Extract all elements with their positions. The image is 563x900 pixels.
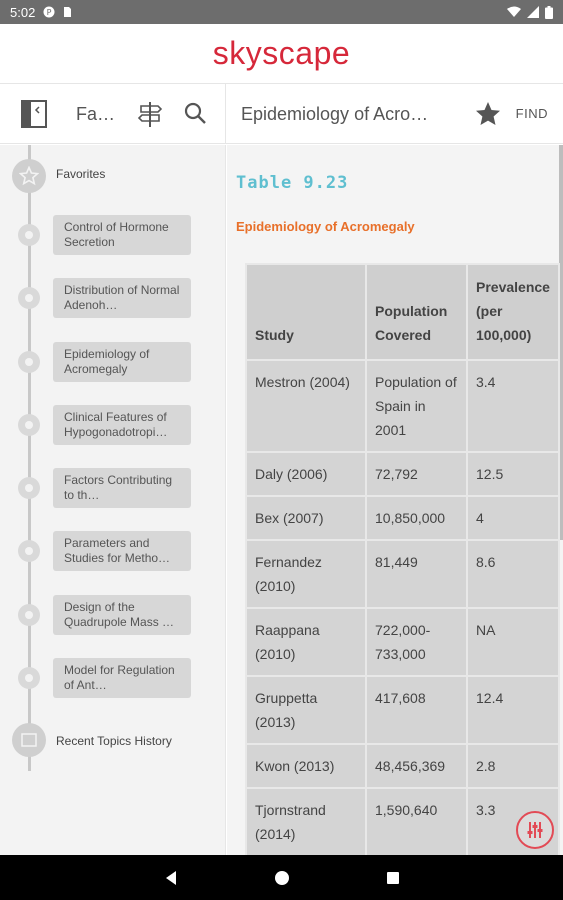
timeline-node [18,477,40,499]
table-number: Table 9.23 [236,173,349,193]
timeline-node [18,667,40,689]
table-row [246,608,559,676]
topic-item[interactable]: Control of Hormone Secretion [53,215,191,255]
skyscape-logo: skyscape [212,35,351,71]
topic-title: Epidemiology of Acro… [241,104,429,124]
table-cell: 417,608 [366,676,467,744]
app-header [0,24,563,84]
timeline-node [18,224,40,246]
table-row [246,360,559,452]
timeline-node [18,414,40,436]
table-cell: 72,792 [366,452,467,496]
table-cell: Bex (2007) [246,496,366,540]
table-row [246,744,559,788]
table-row [246,788,559,855]
status-time: 5:02 [10,4,36,20]
table-cell: NA [467,608,559,676]
history-icon [20,731,38,749]
wifi-icon [507,6,521,18]
table-cell: Gruppetta (2013) [246,676,366,744]
table-cell: Raappana (2010) [246,608,366,676]
table-cell: 48,456,369 [366,744,467,788]
topic-item[interactable]: Factors Contributing to th… [53,468,191,508]
status-bar [0,0,563,24]
table-cell: 8.6 [467,540,559,608]
svg-text:P: P [46,8,52,17]
topic-item[interactable]: Clinical Features of Hypogonadotropi… [53,405,191,445]
home-icon[interactable] [274,870,290,886]
table-cell: Mestron (2004) [246,360,366,452]
column-header: Study [246,264,366,360]
table-cell: 2.8 [467,744,559,788]
table-row [246,676,559,744]
recent-history-node[interactable] [12,723,46,757]
timeline-node [18,287,40,309]
signpost-icon[interactable] [136,100,164,128]
timeline-node [18,604,40,626]
table-cell: 10,850,000 [366,496,467,540]
topic-item[interactable]: Model for Regulation of Ant… [53,658,191,698]
tools-icon [524,819,546,841]
column-header: Prevalence (per 100,000) [467,264,559,360]
sidebar-toolbar [0,84,226,144]
favorites-star-icon [19,166,39,186]
column-header: Population Covered [366,264,467,360]
find-button[interactable]: FIND [515,106,548,121]
favorites-label[interactable]: Favorites [56,167,106,181]
notification-icon [43,6,55,18]
table-cell: Fernandez (2010) [246,540,366,608]
content-panel [227,145,563,855]
table-cell: 12.5 [467,452,559,496]
sidebar-title[interactable]: Fa… [76,104,116,124]
table-row [246,452,559,496]
table-caption: Epidemiology of Acromegaly [236,219,415,234]
table-cell: 1,590,640 [366,788,467,855]
recent-history-label[interactable]: Recent Topics History [56,734,172,748]
topic-item[interactable]: Parameters and Studies for Metho… [53,531,191,571]
signal-icon [527,6,539,18]
table-cell: 81,449 [366,540,467,608]
battery-icon [545,6,553,19]
table-header-row [246,264,559,360]
table-cell: 3.3 [467,788,559,855]
back-icon[interactable] [163,870,179,886]
system-nav-bar [0,855,563,900]
timeline-node [18,540,40,562]
table-cell: 722,000-733,000 [366,608,467,676]
table-cell: 4 [467,496,559,540]
book-panel-icon[interactable] [20,100,48,128]
content-toolbar [226,84,563,144]
sd-card-icon [61,6,73,18]
favorites-node[interactable] [12,159,46,193]
table-cell: Daly (2006) [246,452,366,496]
search-icon[interactable] [182,100,210,128]
toolbar [0,84,563,144]
epidemiology-table [245,263,560,855]
topic-item[interactable]: Epidemiology of Acromegaly [53,342,191,382]
topic-item[interactable]: Distribution of Normal Adenoh… [53,278,191,318]
table-row [246,496,559,540]
topic-item[interactable]: Design of the Quadrupole Mass … [53,595,191,635]
table-row [246,540,559,608]
table-cell: 12.4 [467,676,559,744]
sidebar [0,145,226,855]
table-cell: 3.4 [467,360,559,452]
table-cell: Population of Spain in 2001 [366,360,467,452]
star-icon[interactable] [474,100,502,128]
tools-fab-button[interactable] [516,811,554,849]
table-cell: Tjornstrand (2014) [246,788,366,855]
table-cell: Kwon (2013) [246,744,366,788]
recents-icon[interactable] [385,870,401,886]
timeline-node [18,351,40,373]
